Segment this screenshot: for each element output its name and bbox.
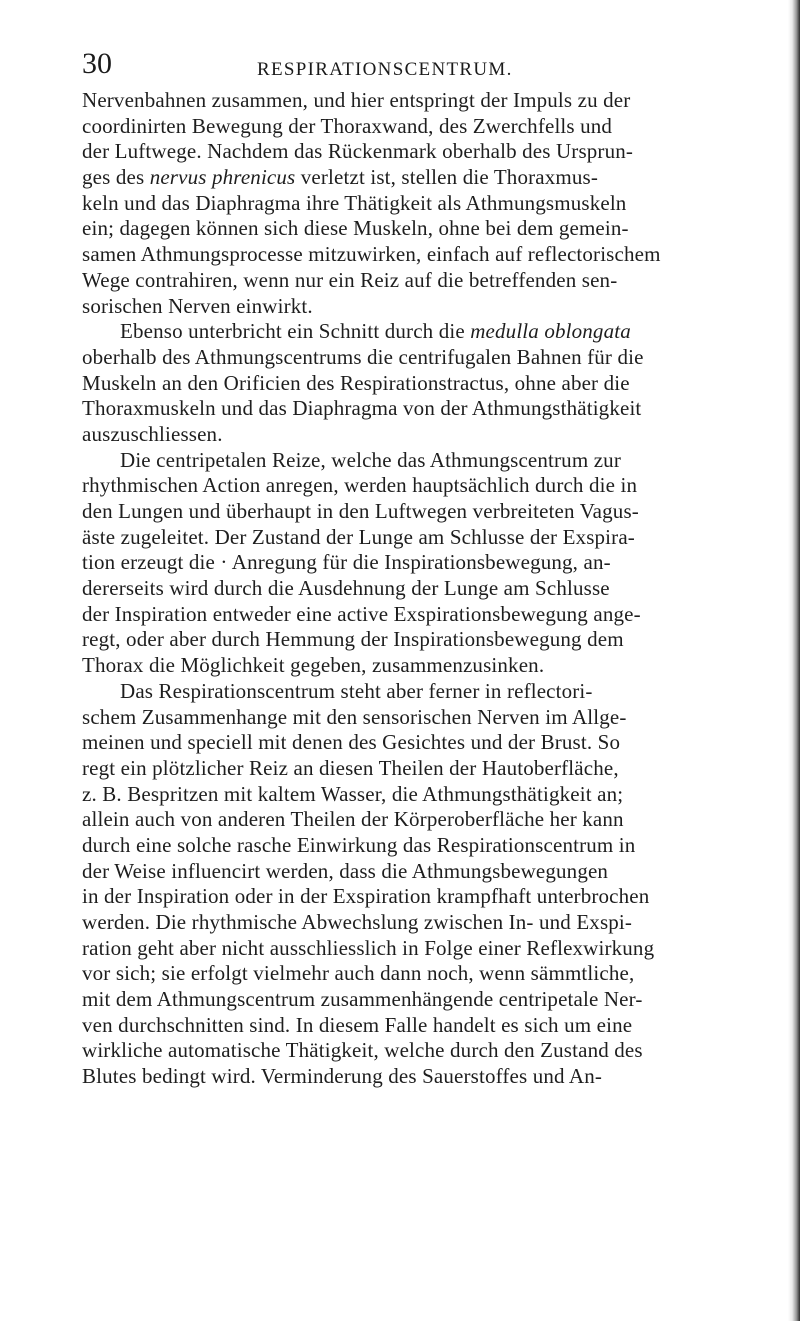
text-line: [82, 961, 762, 987]
italic-term: medulla oblongata: [470, 319, 631, 344]
text-run: oberhalb des Athmungscentrums die centrifugalen Bahnen für die: [82, 344, 644, 369]
text-run: Thoraxmuskeln und das Diaphragma von der Athmungsthätigkeit: [82, 396, 642, 421]
text-run: sorischen Nerven einwirkt.: [82, 293, 313, 318]
text-run: der Luftwege. Nachdem das Rückenmark oberhalb des Ursprun-: [82, 139, 634, 164]
text-line: [82, 705, 762, 731]
text-line: [82, 294, 762, 320]
text-line: [82, 371, 762, 397]
text-line: [82, 448, 762, 474]
text-run: wirkliche automatische Thätigkeit, welche durch den Zustand des: [82, 1038, 643, 1063]
text-run: regt, oder aber durch Hemmung der Inspirationsbewegung dem: [82, 627, 624, 652]
text-run: regt ein plötzlicher Reiz an diesen Theilen der Hautoberfläche,: [82, 755, 619, 780]
text-line: [82, 396, 762, 422]
text-run: werden. Die rhythmische Abwechslung zwischen In- und Exspi-: [82, 910, 633, 934]
running-title: RESPIRATIONSCENTRUM.: [257, 59, 513, 80]
text-line: [82, 807, 762, 833]
text-line: [82, 319, 762, 345]
text-run: Wege contrahiren, wenn nur ein Reiz auf die betreffenden sen-: [82, 267, 618, 292]
text-line: [82, 268, 762, 294]
text-line: [82, 576, 762, 602]
text-line: [82, 1064, 762, 1090]
text-run: z. B. Bespritzen mit kaltem Wasser, die Athmungsthätigkeit an;: [82, 781, 624, 806]
text-line: [82, 422, 762, 448]
text-line: [82, 833, 762, 859]
text-run: ven durchschnitten sind. In diesem Falle handelt es sich um eine: [82, 1012, 633, 1037]
text-run: allein auch von anderen Theilen der Körperoberfläche her kann: [82, 807, 624, 832]
text-run: den Lungen und überhaupt in den Luftwegen verbreiteten Vagus-: [82, 499, 639, 523]
text-line: [82, 88, 762, 114]
text-line: [82, 191, 762, 217]
text-line: [82, 730, 762, 756]
text-run: auszuschliessen.: [82, 421, 223, 446]
text-run: verletzt ist, stellen die Thoraxmus-: [295, 165, 598, 190]
text-line: [82, 345, 762, 371]
text-run: der Inspiration entweder eine active Exspirationsbewegung ange-: [82, 601, 641, 626]
text-run: vor sich; sie erfolgt vielmehr auch dann noch, wenn sämmtliche,: [82, 961, 635, 986]
italic-term: nervus phrenicus: [149, 165, 296, 190]
text-line: [82, 139, 762, 165]
text-line: [82, 525, 762, 551]
text-line: [82, 114, 762, 140]
text-run: ges des: [82, 165, 150, 190]
text-line: [82, 216, 762, 242]
text-line: [82, 242, 762, 268]
text-run: Blutes bedingt wird. Verminderung des Sauerstoffes und An-: [82, 1064, 603, 1089]
text-run: Thorax die Möglichkeit gegeben, zusammenzusinken.: [82, 653, 545, 678]
text-line: [82, 653, 762, 679]
text-run: tion erzeugt die · Anregung für die Inspirationsbewegung, an-: [82, 550, 611, 575]
text-run: in der Inspiration oder in der Exspiration krampfhaft unterbrochen: [82, 884, 650, 909]
text-line: [82, 936, 762, 962]
text-line: [82, 859, 762, 885]
text-line: [82, 627, 762, 653]
text-run: dererseits wird durch die Ausdehnung der Lunge am Schlusse: [82, 576, 610, 601]
text-run: der Weise influencirt werden, dass die Athmungsbewegungen: [82, 858, 609, 883]
text-run: ein; dagegen können sich diese Muskeln, ohne bei dem gemein-: [82, 216, 629, 241]
text-run: äste zugeleitet. Der Zustand der Lunge am Schlusse der Exspira-: [82, 524, 635, 549]
text-run: keln und das Diaphragma ihre Thätigkeit als Athmungsmuskeln: [82, 190, 627, 215]
text-run: Ebenso unterbricht ein Schnitt durch die: [120, 319, 471, 344]
text-line: [82, 987, 762, 1013]
text-line: [82, 499, 762, 525]
text-line: [82, 1038, 762, 1064]
body-text: [82, 88, 762, 1090]
text-run: durch eine solche rasche Einwirkung das Respirationscentrum in: [82, 832, 636, 857]
text-run: rhythmischen Action anregen, werden hauptsächlich durch die in: [82, 473, 638, 498]
text-run: mit dem Athmungscentrum zusammenhängende centripetale Ner-: [82, 987, 643, 1012]
text-run: Die centripetalen Reize, welche das Athmungscentrum zur: [120, 447, 621, 472]
text-line: [82, 782, 762, 808]
text-line: [82, 165, 762, 191]
text-run: Muskeln an den Orificien des Respirationstractus, ohne aber die: [82, 370, 630, 395]
text-run: schem Zusammenhange mit den sensorischen Nerven im Allge-: [82, 704, 627, 729]
page-number: 30: [82, 47, 112, 80]
text-line: [82, 910, 762, 936]
text-run: Nervenbahnen zusammen, und hier entspringt der Impuls zu der: [82, 88, 631, 112]
text-line: [82, 679, 762, 705]
text-line: [82, 1013, 762, 1039]
text-line: [82, 602, 762, 628]
text-run: coordinirten Bewegung der Thoraxwand, des Zwerchfells und: [82, 113, 613, 138]
text-run: samen Athmungsprocesse mitzuwirken, einfach auf reflectorischem: [82, 242, 661, 267]
page-edge-shadow: [788, 0, 800, 1321]
text-run: Das Respirationscentrum steht aber ferner in reflectori-: [120, 678, 593, 703]
text-line: [82, 473, 762, 499]
text-run: meinen und speciell mit denen des Gesichtes und der Brust. So: [82, 730, 621, 755]
text-line: [82, 884, 762, 910]
text-line: [82, 550, 762, 576]
text-run: ration geht aber nicht ausschliesslich in Folge einer Reflexwirkung: [82, 935, 655, 960]
text-line: [82, 756, 762, 782]
